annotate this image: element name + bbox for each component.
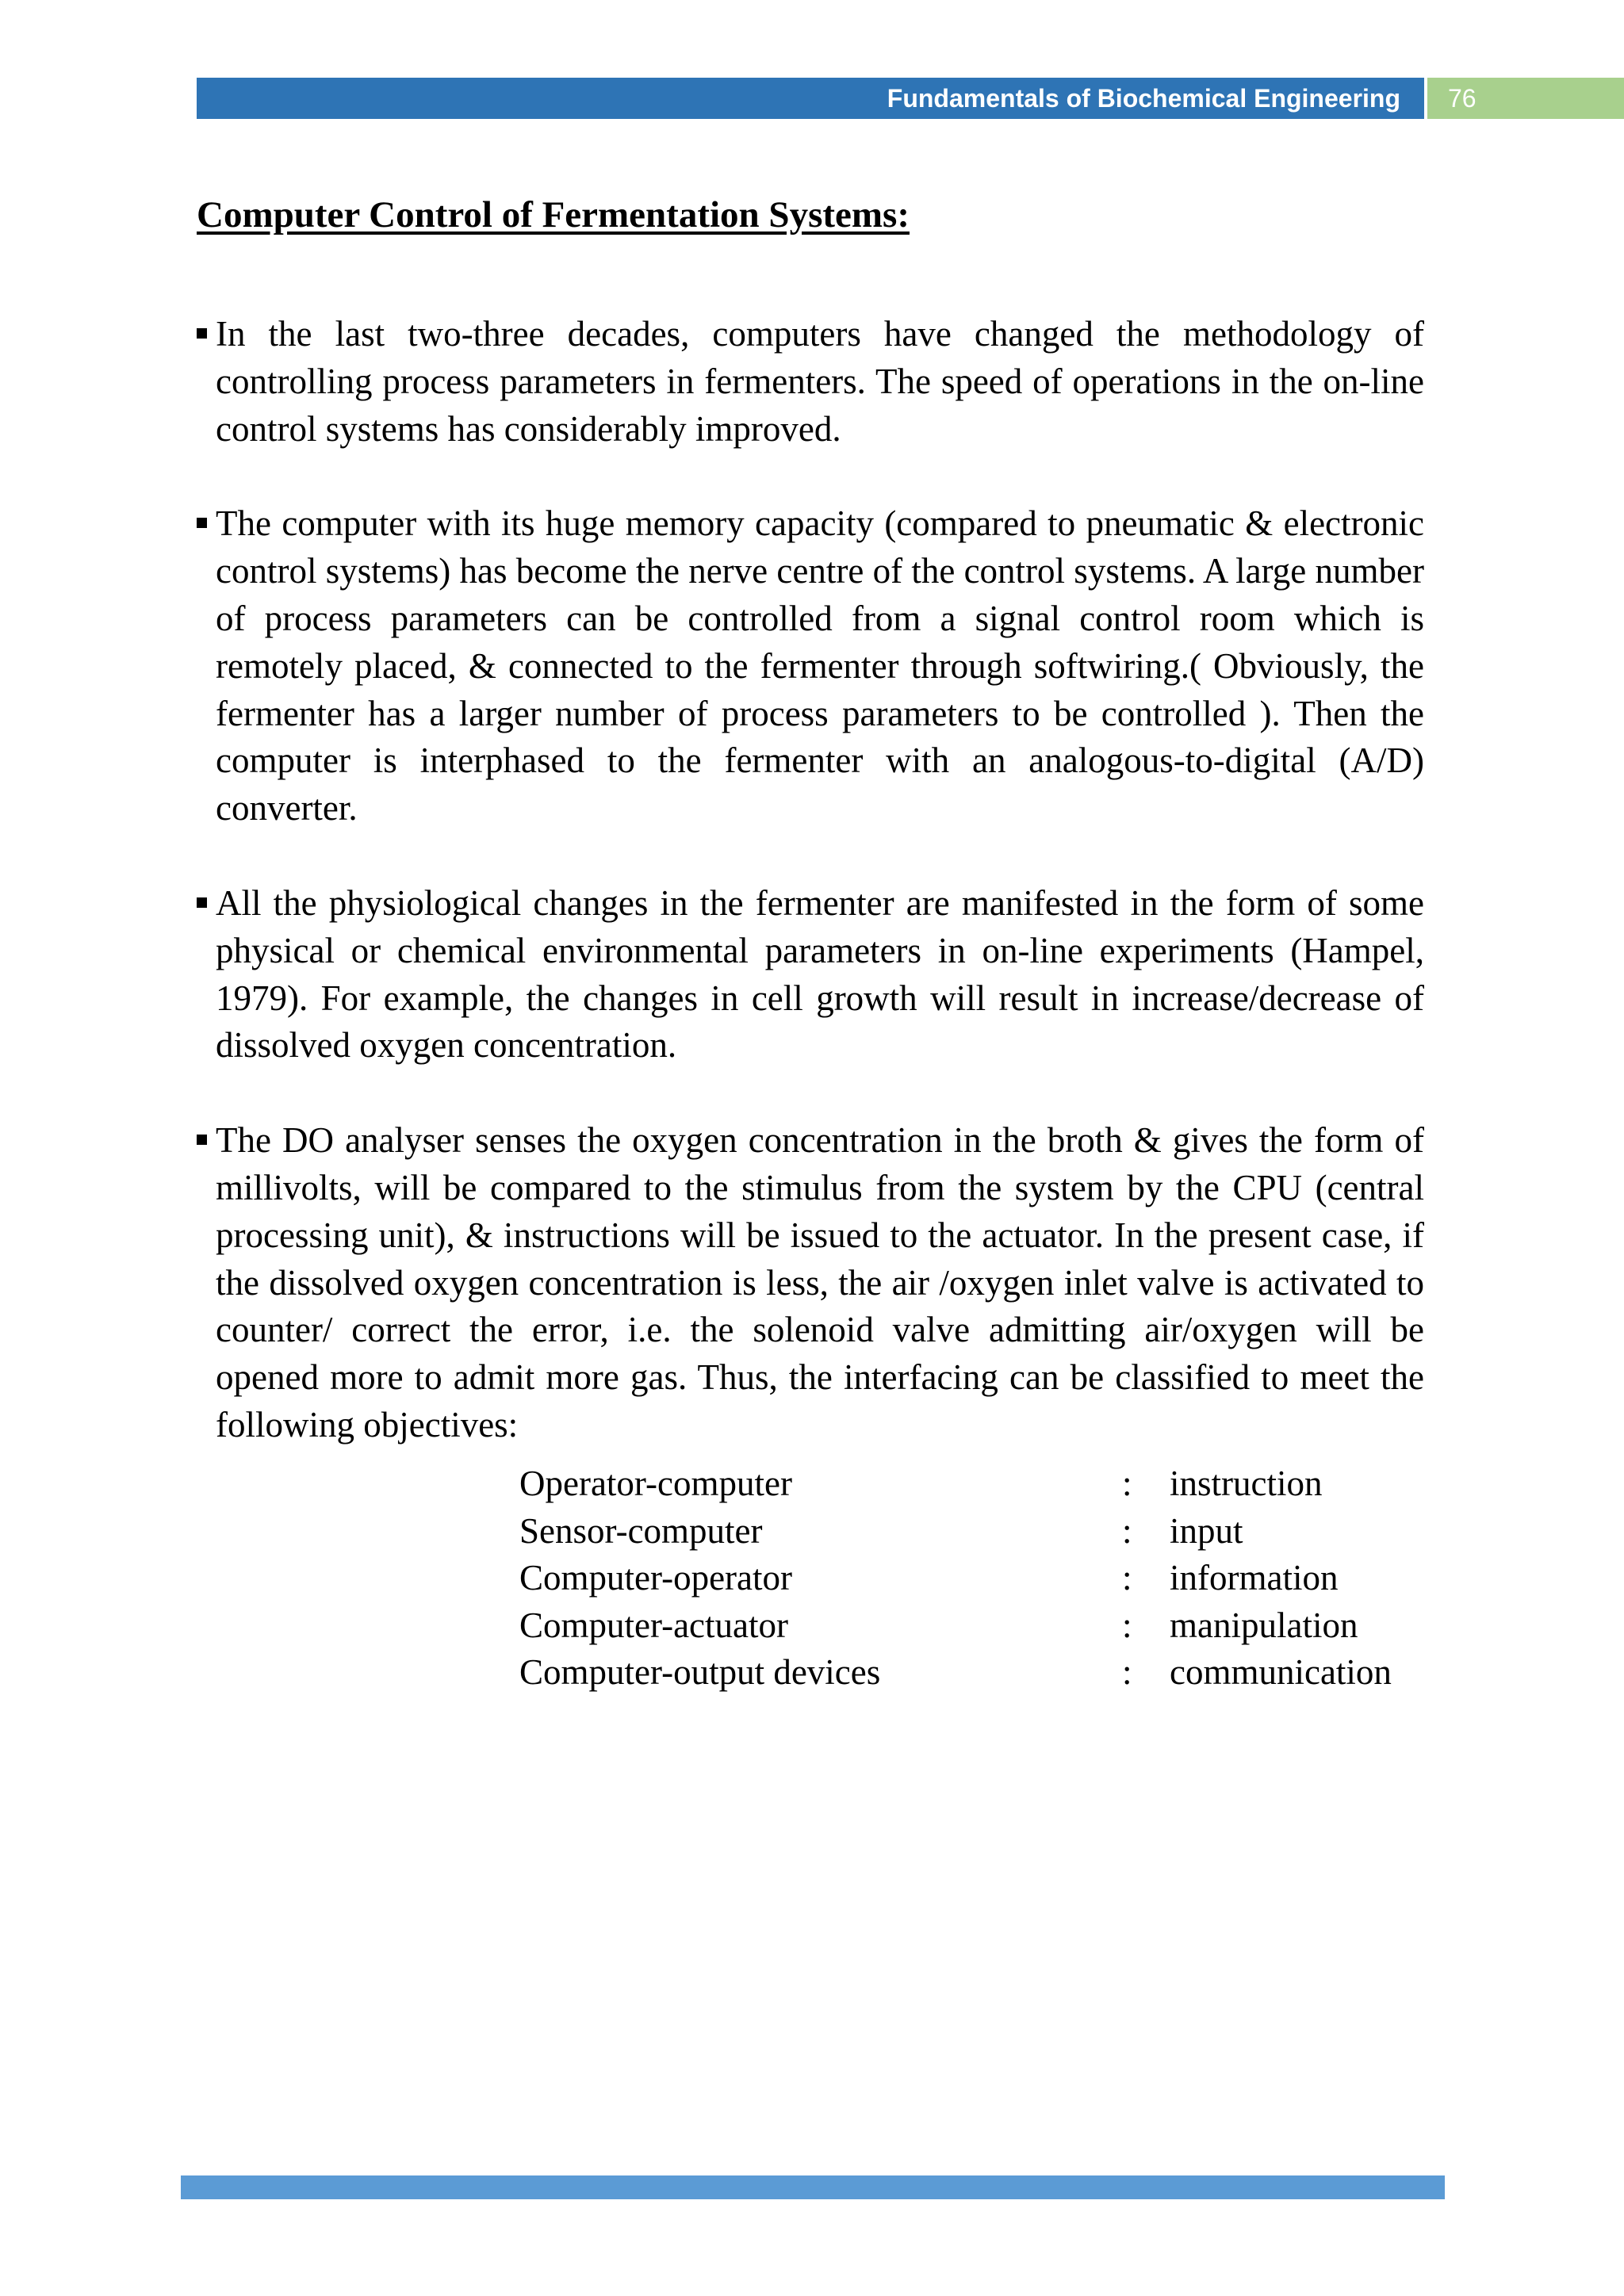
objective-row [519,1508,1431,1556]
book-title: Fundamentals of Biochemical Engineering [887,84,1400,113]
objectives-list [519,1460,1431,1697]
objective-row [519,1555,1431,1602]
bullet-paragraph [197,1117,1424,1449]
square-bullet-icon [197,897,207,908]
paragraph-text: In the last two-three decades, computers have changed the methodology of controlling process parameters in fermenters. The speed of operations in the on-line control systems has considerably improved. [216,314,1424,449]
paragraph-text: All the physiological changes in the fermenter are manifested in the form of some physical or chemical environmental parameters in on-line experiments (Hampel, 1979). For example, the changes in cell growth will result in increase/decrease of dissolved oxygen concentration. [216,882,1424,1066]
interface-name: Computer-output devices [519,1652,881,1693]
objective-value: communication [1170,1652,1392,1693]
bullet-paragraph [197,880,1424,1070]
bullet-paragraph [197,500,1424,832]
page-number: 76 [1448,84,1477,113]
bullet-paragraph [197,311,1424,453]
square-bullet-icon [197,518,207,528]
paragraph-text: The computer with its huge memory capacity (compared to pneumatic & electronic control systems) has become the nerve centre of the control systems. A large number of process parameters can be controlled from a signal control room which is remotely placed, & connected to the fermenter through softwiring.( Obviously, the fermenter has a larger number of process parameters to be controlled ). Then the computer is interphased to the fermenter with an analogous-to-digital (A/D) converter. [216,503,1424,828]
objective-row [519,1460,1431,1508]
footer-bar [181,2175,1445,2199]
interface-name: Operator-computer [519,1464,792,1503]
separator: : [1122,1605,1132,1645]
interface-name: Computer-actuator [519,1605,788,1645]
objective-value: manipulation [1170,1605,1358,1645]
separator: : [1122,1464,1132,1503]
separator: : [1122,1558,1132,1598]
square-bullet-icon [197,1135,207,1145]
objective-value: instruction [1170,1464,1323,1503]
body-text [197,311,1424,1497]
interface-name: Sensor-computer [519,1510,763,1551]
page-number-tab [1427,78,1624,119]
header-title-bar [197,78,1424,119]
separator: : [1122,1652,1132,1693]
separator: : [1122,1510,1132,1551]
objective-value: input [1170,1510,1243,1551]
paragraph-text: The DO analyser senses the oxygen concentration in the broth & gives the form of millivolts, will be compared to the stimulus from the system by the CPU (central processing unit), & instructions will be issued to the actuator. In the present case, if the dissolved oxygen concentration is less, the air /oxygen inlet valve is activated to counter/ correct the error, i.e. the solenoid valve admitting air/oxygen will be opened more to admit more gas. Thus, the interfacing can be classified to meet the following objectives: [216,1120,1424,1445]
objective-row [519,1649,1431,1697]
square-bullet-icon [197,328,207,339]
objective-value: information [1170,1558,1339,1598]
interface-name: Computer-operator [519,1558,792,1598]
section-title: Computer Control of Fermentation Systems: [197,194,910,235]
objective-row [519,1602,1431,1650]
